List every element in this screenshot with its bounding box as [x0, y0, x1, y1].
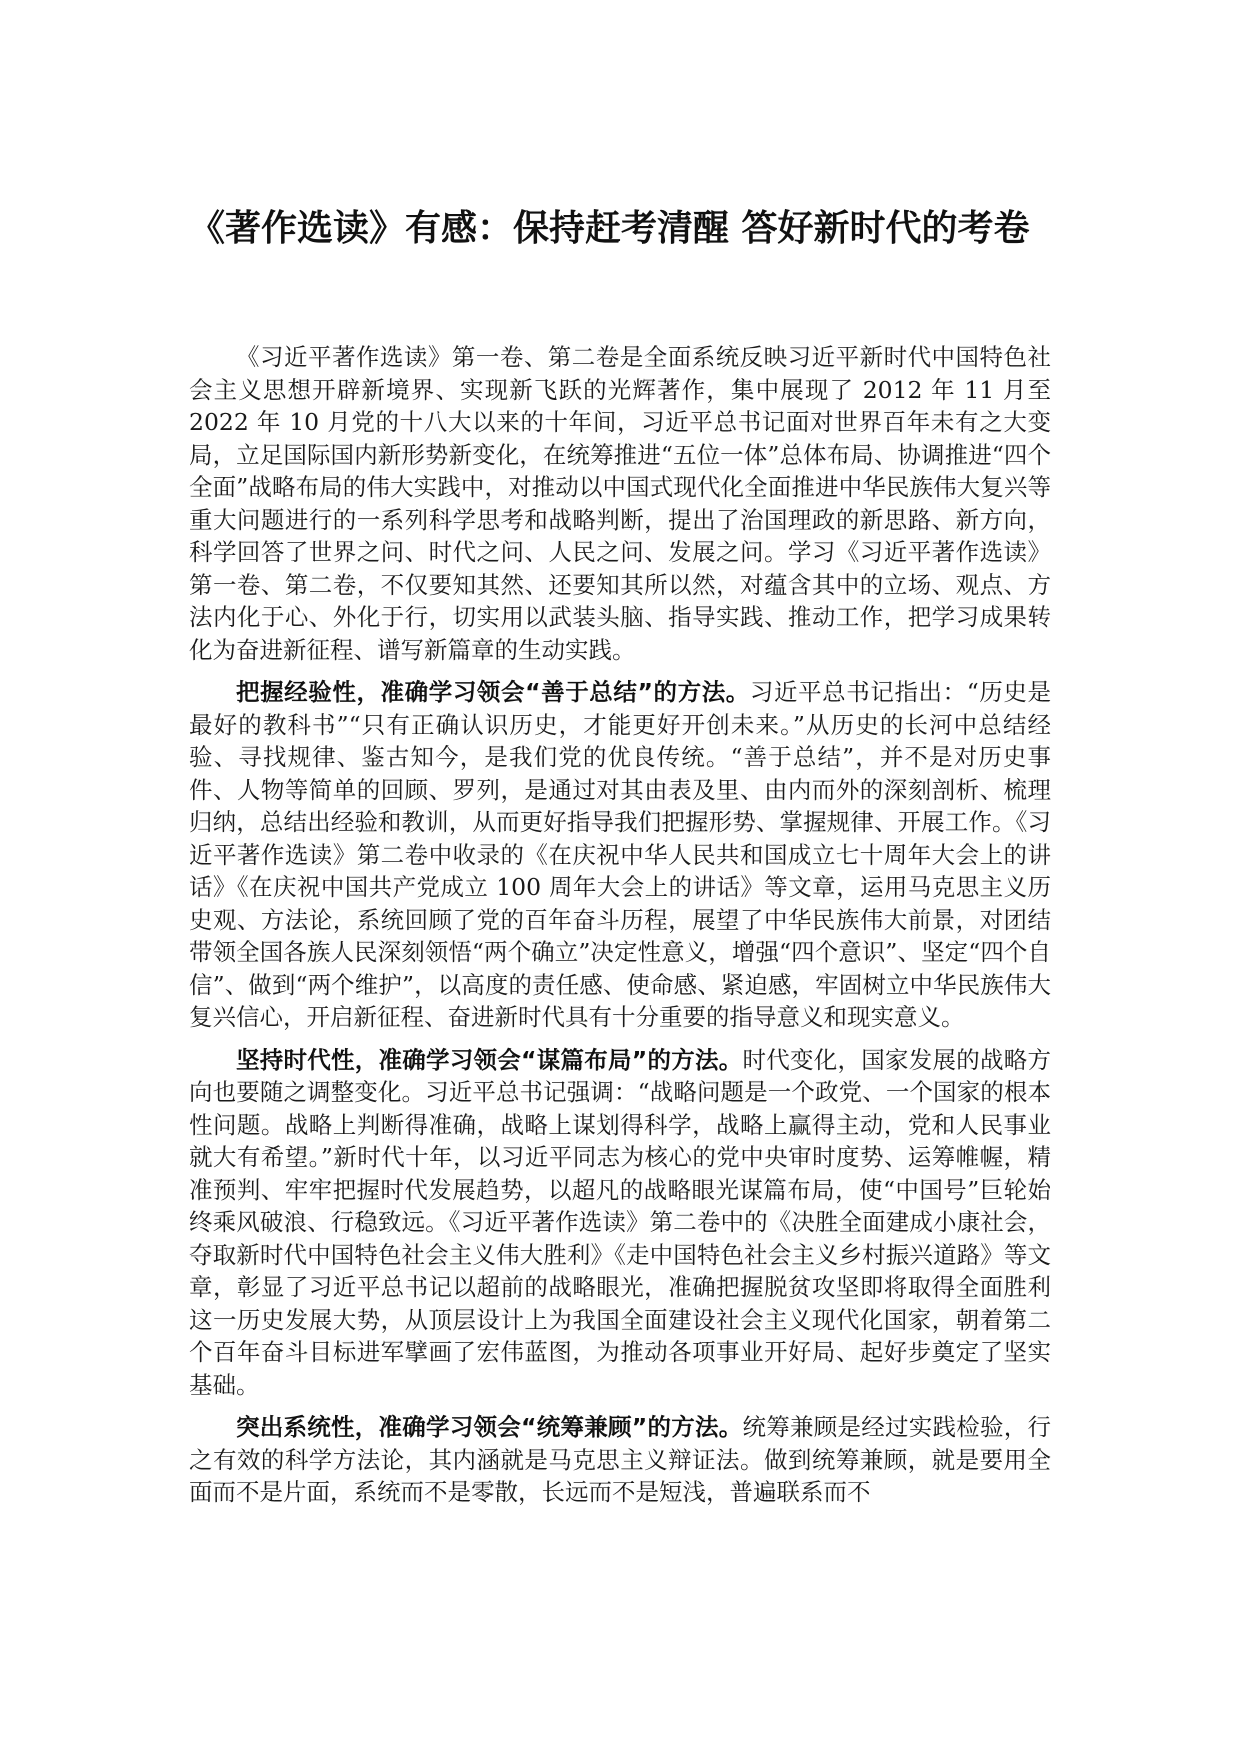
- paragraph-text: 《习近平著作选读》第一卷、第二卷是全面系统反映习近平新时代中国特色社会主义思想开辟新境界、实现新飞跃的光辉著作，集中展现了 2012 年 11 月至 2022 年 10 月党的十八大以来的十年间，习近平总书记面对世界百年未有之大变局，立足国际国内新形势新变化，在统筹推进“五位一体”总体布局、协调推进“四个全面”战略布局的伟大实践中，对推动以中国式现代化全面推进中华民族伟大复兴等重大问题进行的一系列科学思考和战略判断，提出了治国理政的新思路、新方向，科学回答了世界之问、时代之问、人民之问、发展之问。学习《习近平著作选读》第一卷、第二卷，不仅要知其然、还要知其所以然，对蕴含其中的立场、观点、方法内化于心、外化于行，切实用以武装头脑、指导实践、推动工作，把学习成果转化为奋进新征程、谱写新篇章的生动实践。: [189, 343, 1051, 664]
- paragraph-lead: 把握经验性，准确学习领会“善于总结”的方法。: [236, 678, 750, 706]
- paragraph-lead: 突出系统性，准确学习领会“统筹兼顾”的方法。: [236, 1413, 743, 1441]
- paragraph-text: 习近平总书记指出：“历史是最好的教科书”“只有正确认识历史，才能更好开创未来。”从历史的长河中总结经验、寻找规律、鉴古知今，是我们党的优良传统。“善于总结”，并不是对历史事件、人物等简单的回顾、罗列，是通过对其由表及里、由内而外的深刻剖析、梳理归纳，总结出经验和教训，从而更好指导我们把握形势、掌握规律、开展工作。《习近平著作选读》第二卷中收录的《在庆祝中华人民共和国成立七十周年大会上的讲话》《在庆祝中国共产党成立 100 周年大会上的讲话》等文章，运用马克思主义历史观、方法论，系统回顾了党的百年奋斗历程，展望了中华民族伟大前景，对团结带领全国各族人民深刻领悟“两个确立”决定性意义，增强“四个意识”、坚定“四个自信”、做到“两个维护”，以高度的责任感、使命感、紧迫感，牢固树立中华民族伟大复兴信心，开启新征程、奋进新时代具有十分重要的指导意义和现实意义。: [189, 678, 1052, 1031]
- document-title: 《著作选读》有感：保持赶考清醒 答好新时代的考卷: [189, 208, 1030, 249]
- paragraph-lead: 坚持时代性，准确学习领会“谋篇布局”的方法。: [236, 1045, 743, 1074]
- paragraph-text: 时代变化，国家发展的战略方向也要随之调整变化。习近平总书记强调：“战略问题是一个政党、一个国家的根本性问题。战略上判断得准确，战略上谋划得科学，战略上赢得主动，党和人民事业就大有希望。”新时代十年，以习近平同志为核心的党中央审时度势、运筹帷幄，精准预判、牢牢把握时代发展趋势，以超凡的战略眼光谋篇布局，使“中国号”巨轮始终乘风破浪、行稳致远。《习近平著作选读》第二卷中的《决胜全面建成小康社会，夺取新时代中国特色社会主义伟大胜利》《走中国特色社会主义乡村振兴道路》等文章，彰显了习近平总书记以超前的战略眼光，准确把握脱贫攻坚即将取得全面胜利这一历史发展大势，从顶层设计上为我国全面建设社会主义现代化国家，朝着第二个百年奋斗目标进军擘画了宏伟蓝图，为推动各项事业开好局、起好步奠定了坚实基础。: [189, 1045, 1052, 1399]
- paragraph-text: 统筹兼顾是经过实践检验，行之有效的科学方法论，其内涵就是马克思主义辩证法。做到统筹兼顾，就是要用全面而不是片面，系统而不是零散，长远而不是短浅，普遍联系而不: [189, 1413, 1052, 1506]
- paragraph-planning-method: [189, 1044, 1051, 1402]
- paragraph-summary-method: [189, 676, 1051, 1034]
- paragraph-intro: [189, 341, 1051, 666]
- paragraph-systematic-method: [189, 1411, 1051, 1509]
- document-body: [189, 341, 1051, 1519]
